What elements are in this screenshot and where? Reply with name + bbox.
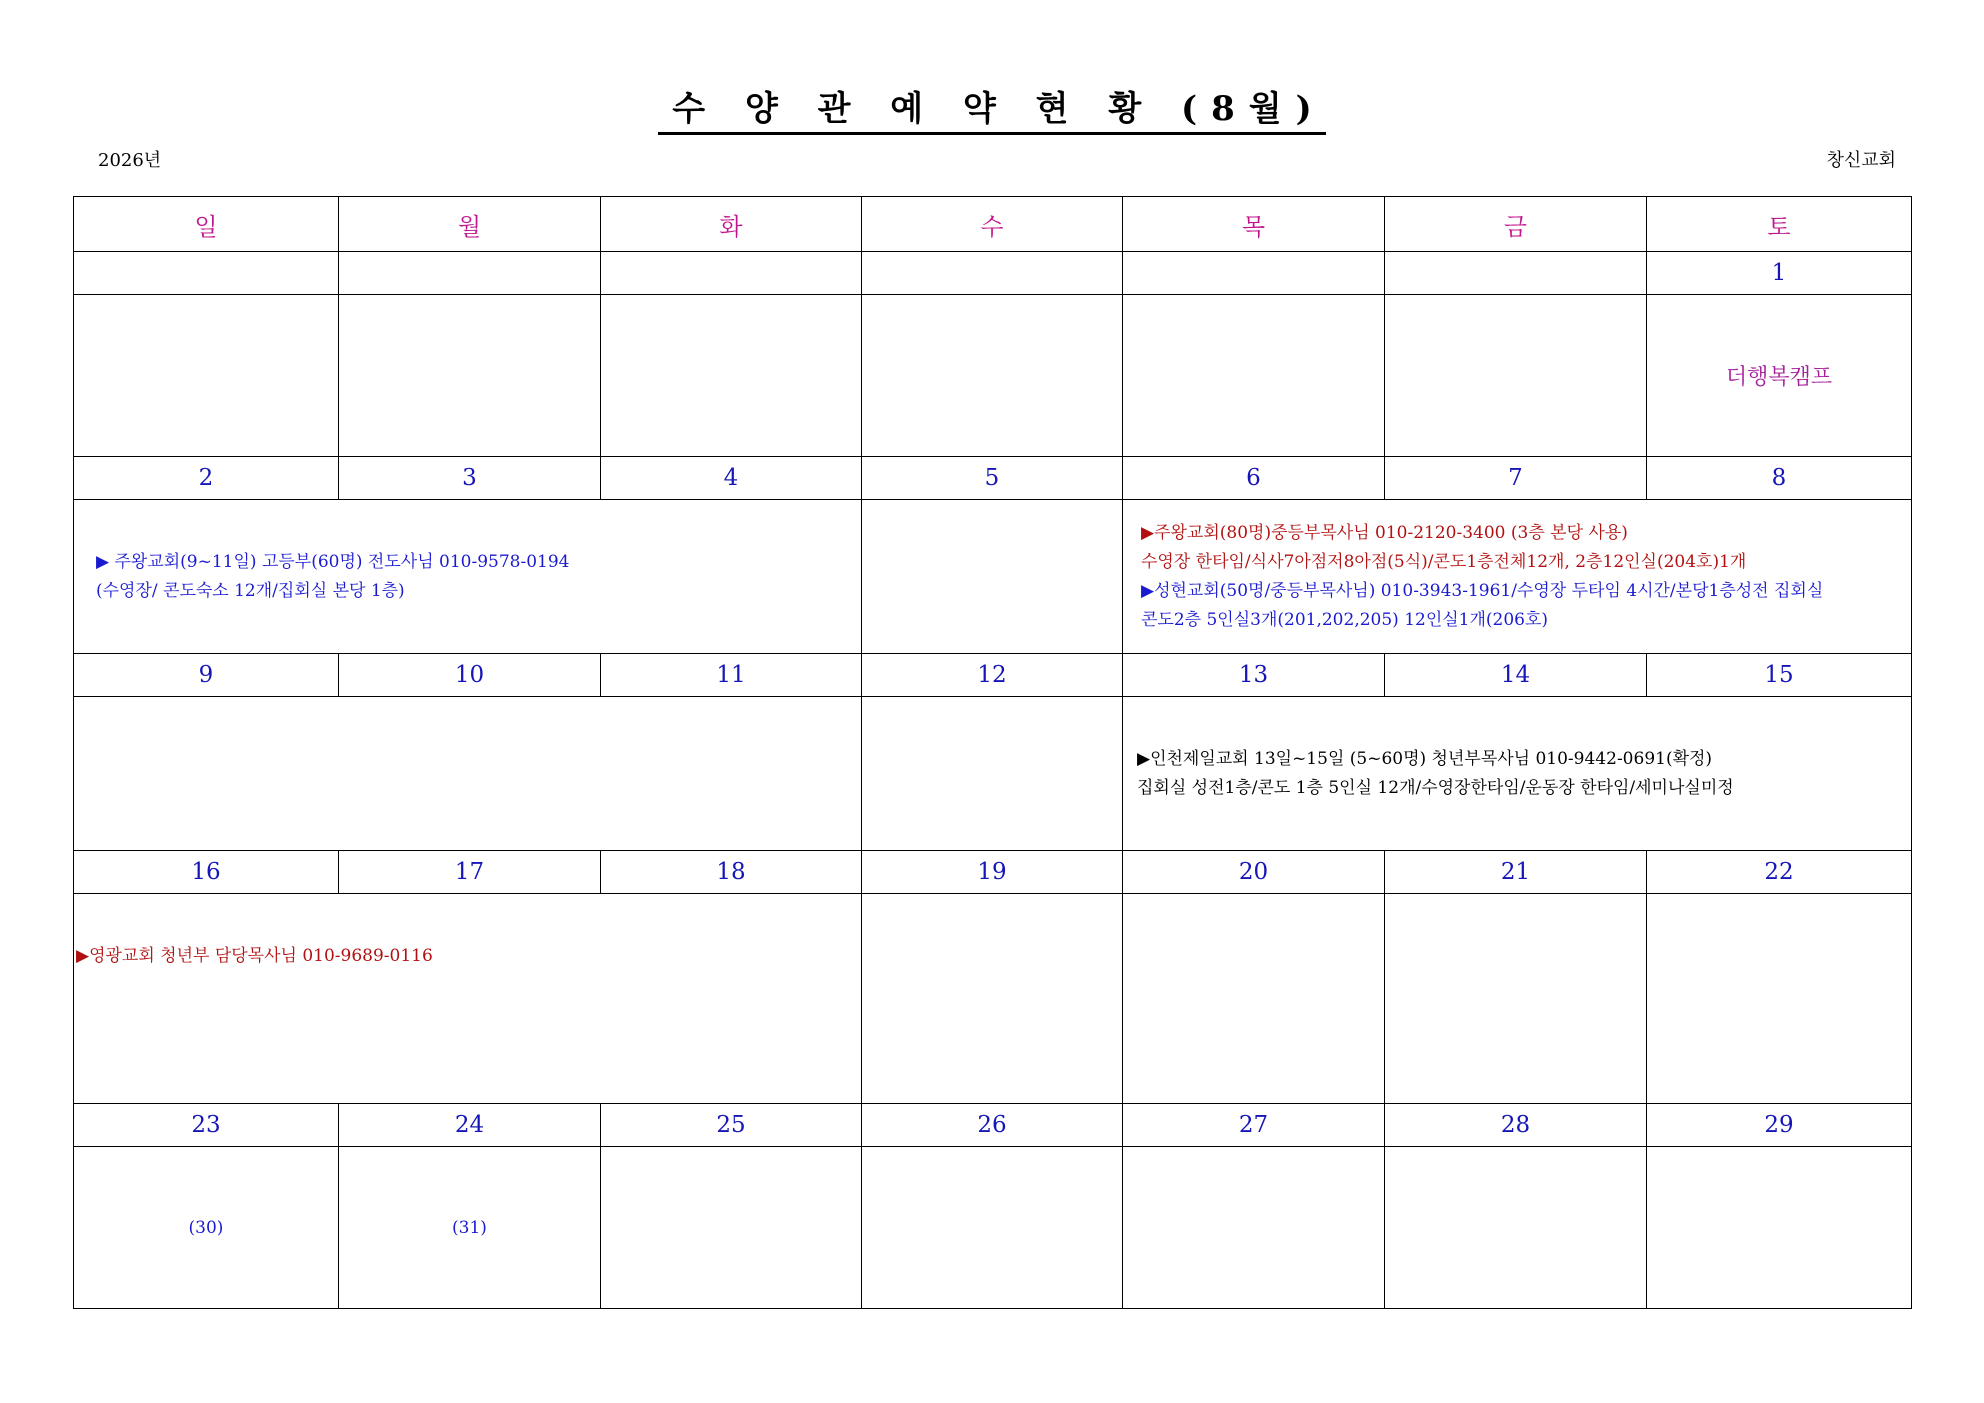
- event-line: ▶성현교회(50명/중등부목사님) 010-3943-1961/수영장 두타임 4시간/본당1층성전 집회실: [1141, 580, 1824, 601]
- date-cell: 11: [601, 654, 862, 697]
- week-2-events: [74, 500, 1912, 654]
- date-cell: 15: [1647, 654, 1912, 697]
- date-cell: 28: [1385, 1104, 1647, 1147]
- extra-date-30: (30): [74, 1147, 339, 1309]
- year-label: 2026년: [98, 150, 162, 171]
- extra-date-31: (31): [339, 1147, 601, 1309]
- event-camp: 더행복캠프: [1725, 365, 1833, 390]
- date-cell: 27: [1123, 1104, 1385, 1147]
- date-cell: [339, 252, 601, 295]
- event-cell: [862, 894, 1123, 1104]
- event-cell: [601, 295, 862, 457]
- date-cell: 29: [1647, 1104, 1912, 1147]
- weekday-header-row: [74, 197, 1912, 252]
- event-cell: [862, 500, 1123, 654]
- date-cell: [1385, 252, 1647, 295]
- event-line: (수영장/ 콘도숙소 12개/집회실 본당 1층): [96, 580, 405, 601]
- week-1-dates: [74, 252, 1912, 295]
- weekday-mon: 월: [339, 197, 601, 252]
- weekday-thu: 목: [1123, 197, 1385, 252]
- weekday-wed: 수: [862, 197, 1123, 252]
- date-cell: [601, 252, 862, 295]
- event-cell: [1123, 295, 1385, 457]
- date-cell: 9: [74, 654, 339, 697]
- event-line: ▶ 주왕교회(9~11일) 고등부(60명) 전도사님 010-9578-0194: [96, 551, 570, 572]
- date-cell: 22: [1647, 851, 1912, 894]
- date-cell: 16: [74, 851, 339, 894]
- event-line: 집회실 성전1층/콘도 1층 5인실 12개/수영장한타임/운동장 한타임/세미나실미정: [1137, 777, 1734, 798]
- date-cell: 21: [1385, 851, 1647, 894]
- event-cell: [862, 295, 1123, 457]
- week-2-dates: [74, 457, 1912, 500]
- date-cell: 4: [601, 457, 862, 500]
- event-cell: [601, 1147, 862, 1309]
- date-cell: 8: [1647, 457, 1912, 500]
- date-cell: 25: [601, 1104, 862, 1147]
- date-cell: 1: [1647, 252, 1912, 295]
- event-block-younggwang: [74, 894, 862, 1104]
- event-cell: [74, 295, 339, 457]
- page-title-wrap: [0, 88, 1984, 135]
- event-line: ▶주왕교회(80명)중등부목사님 010-2120-3400 (3층 본당 사용): [1141, 522, 1628, 543]
- weekday-fri: 금: [1385, 197, 1647, 252]
- week-4-events: [74, 894, 1912, 1104]
- week-1-events: [74, 295, 1912, 457]
- date-cell: 6: [1123, 457, 1385, 500]
- week-5-dates: [74, 1104, 1912, 1147]
- date-cell: 18: [601, 851, 862, 894]
- calendar-table: [73, 196, 1912, 1309]
- date-cell: 17: [339, 851, 601, 894]
- date-cell: 5: [862, 457, 1123, 500]
- event-block-juwang-highschool: [74, 500, 862, 654]
- event-line: ▶인천제일교회 13일~15일 (5~60명) 청년부목사님 010-9442-0691(확정): [1137, 748, 1713, 769]
- date-cell: 24: [339, 1104, 601, 1147]
- date-cell: 13: [1123, 654, 1385, 697]
- weekday-tue: 화: [601, 197, 862, 252]
- event-cell: [339, 295, 601, 457]
- event-block-thu-sat: [1123, 500, 1912, 654]
- date-cell: 14: [1385, 654, 1647, 697]
- date-cell: 2: [74, 457, 339, 500]
- event-cell: [1123, 1147, 1385, 1309]
- event-cell: [1385, 295, 1647, 457]
- event-line: 콘도2층 5인실3개(201,202,205) 12인실1개(206호): [1141, 609, 1549, 630]
- date-cell: [1123, 252, 1385, 295]
- event-cell-sat-1: [1647, 295, 1912, 457]
- date-cell: 12: [862, 654, 1123, 697]
- week-4-dates: [74, 851, 1912, 894]
- week-3-events: [74, 697, 1912, 851]
- event-cell: [1647, 1147, 1912, 1309]
- date-cell: [862, 252, 1123, 295]
- event-cell: [1123, 894, 1385, 1104]
- week-3-dates: [74, 654, 1912, 697]
- date-cell: [74, 252, 339, 295]
- weekday-sat: 토: [1647, 197, 1912, 252]
- weekday-sun: 일: [74, 197, 339, 252]
- event-cell: [1647, 894, 1912, 1104]
- event-cell: [862, 697, 1123, 851]
- date-cell: 10: [339, 654, 601, 697]
- event-line: ▶영광교회 청년부 담당목사님 010-9689-0116: [76, 946, 433, 966]
- event-cell: [862, 1147, 1123, 1309]
- week-5-events: [74, 1147, 1912, 1309]
- date-cell: 20: [1123, 851, 1385, 894]
- event-cell: [1385, 1147, 1647, 1309]
- date-cell: 19: [862, 851, 1123, 894]
- event-line: 수영장 한타임/식사7아점저8아점(5식)/콘도1층전체12개, 2층12인실(204호)1개: [1141, 551, 1747, 572]
- date-cell: 23: [74, 1104, 339, 1147]
- date-cell: 7: [1385, 457, 1647, 500]
- page-title: 수 양 관 예 약 현 황 (8월): [658, 88, 1325, 135]
- date-cell: 3: [339, 457, 601, 500]
- date-cell: 26: [862, 1104, 1123, 1147]
- organization-label: 창신교회: [1826, 150, 1896, 171]
- event-block-incheon: [1123, 697, 1912, 851]
- event-cell: [74, 697, 862, 851]
- event-cell: [1385, 894, 1647, 1104]
